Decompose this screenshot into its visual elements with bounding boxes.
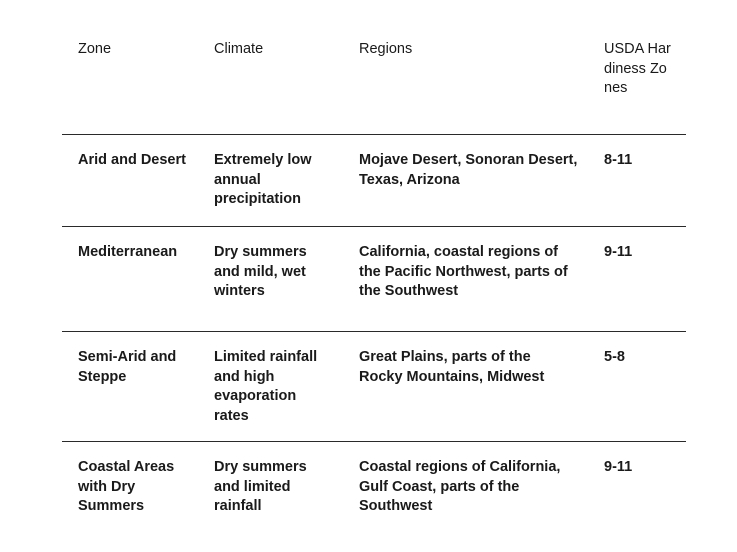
cell-usda: 8-11 (604, 152, 633, 168)
table-header-row (62, 30, 686, 135)
cell-climate: Dry summers and mild, wet winters (214, 244, 307, 300)
table-row (62, 227, 686, 332)
cell-regions: California, coastal regions of the Pacific Northwest, parts of the Southwest (359, 244, 568, 300)
cell-climate: Extremely low annual precipitation (214, 152, 312, 208)
header-climate: Climate (214, 41, 264, 57)
header-usda-label: USDA Hardiness Zones (604, 41, 671, 97)
cell-usda: 9-11 (604, 244, 633, 260)
cell-zone: Coastal Areas with Dry Summers (78, 459, 175, 515)
cell-climate: Limited rainfall and high evaporation rates (214, 349, 318, 424)
cell-zone: Arid and Desert (78, 152, 186, 168)
cell-regions: Coastal regions of California, Gulf Coast, parts of the Southwest (359, 459, 561, 515)
cell-regions: Great Plains, parts of the Rocky Mountains, Midwest (359, 349, 545, 385)
cell-regions: Mojave Desert, Sonoran Desert, Texas, Arizona (359, 152, 578, 188)
header-zone: Zone (78, 41, 112, 57)
climate-zones-table (62, 30, 686, 532)
header-usda (588, 40, 671, 134)
cell-usda: 9-11 (604, 459, 633, 475)
header-regions: Regions (359, 41, 413, 57)
table-row (62, 442, 686, 532)
table-row (62, 332, 686, 442)
cell-usda: 5-8 (604, 349, 625, 365)
cell-climate: Dry summers and limited rainfall (214, 459, 307, 515)
table-row (62, 135, 686, 227)
cell-zone: Mediterranean (78, 244, 178, 260)
cell-zone: Semi-Arid and Steppe (78, 349, 177, 385)
